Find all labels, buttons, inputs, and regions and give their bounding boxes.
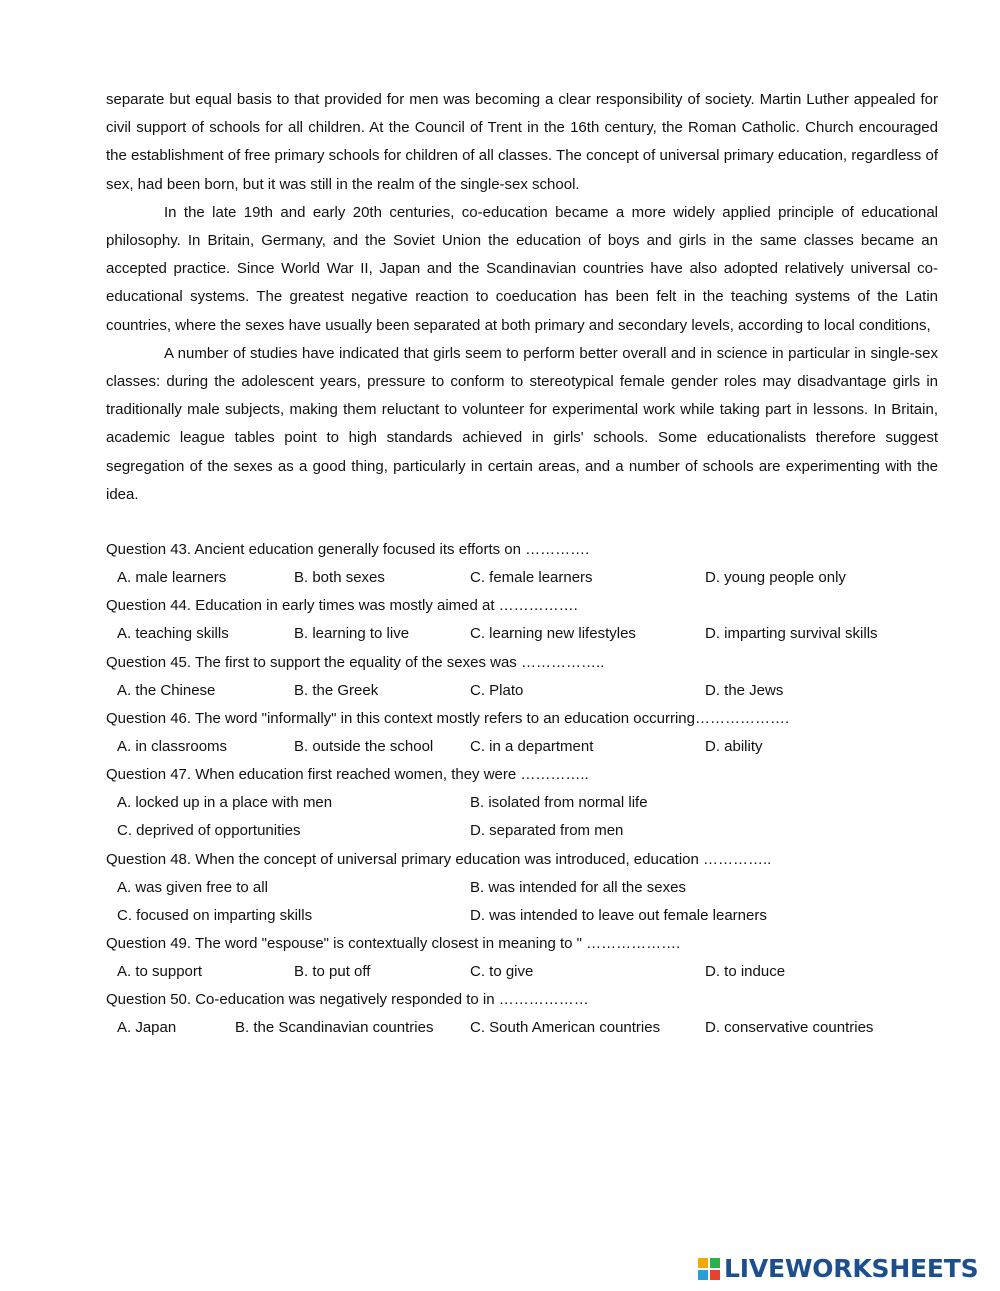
question-44-option-d[interactable]: D. imparting survival skills (705, 625, 878, 643)
question-47-options-row-1 (106, 789, 966, 817)
question-44-option-b[interactable]: B. learning to live (294, 625, 410, 643)
question-50-option-b[interactable]: B. the Scandinavian countries (235, 1019, 434, 1037)
question-48-option-a[interactable]: A. was given free to all (117, 878, 268, 896)
question-47-options-row-2 (106, 817, 966, 845)
question-43-stem: Question 43. Ancient education generally focused its efforts on …………. (106, 541, 590, 558)
question-50-stem: Question 50. Co-education was negatively responded to in ……………… (106, 991, 589, 1009)
question-46-option-b[interactable]: B. outside the school (294, 737, 434, 755)
liveworksheets-logo-icon (698, 1254, 722, 1284)
question-48-options-row-2 (106, 902, 966, 930)
question-43-option-a[interactable]: A. male learners (117, 569, 227, 587)
question-49-option-b[interactable]: B. to put off (294, 963, 371, 981)
question-43-option-c[interactable]: C. female learners (470, 569, 593, 587)
question-47-option-c[interactable]: C. deprived of opportunities (117, 822, 301, 840)
question-50-options (106, 1014, 966, 1042)
question-43-option-d[interactable]: D. young people only (705, 569, 846, 587)
question-43-option-b[interactable]: B. both sexes (294, 569, 385, 587)
question-45-options (106, 677, 966, 705)
question-43-options (106, 564, 966, 592)
question-47-option-d[interactable]: D. separated from men (470, 822, 624, 840)
liveworksheets-logo-text: LIVEWORKSHEETS (724, 1254, 979, 1283)
question-46-stem: Question 46. The word "informally" in this context mostly refers to an education occurring………………. (106, 709, 790, 727)
question-50-option-d[interactable]: D. conservative countries (705, 1019, 874, 1037)
question-list (106, 536, 966, 1043)
question-46-option-a[interactable]: A. in classrooms (117, 737, 228, 755)
question-48-option-b[interactable]: B. was intended for all the sexes (470, 878, 686, 896)
question-45-option-c[interactable]: C. Plato (470, 681, 524, 699)
question-48-options-row-1 (106, 874, 966, 902)
question-45-option-a[interactable]: A. the Chinese (117, 681, 216, 699)
passage-paragraph-1: separate but equal basis to that provided for men was becoming a clear responsibility of society. Martin Luther appealed for civil support of schools for all children. At the Council of Trent in the 16th century, the Roman Catholic. Church encouraged the establishment of free primary schools for children of all classes. The concept of universal primary education, regardless of sex, had been born, but it was still in the realm of the single-sex school. (106, 91, 938, 193)
question-47-stem: Question 47. When education first reached women, they were ………….. (106, 766, 589, 784)
question-49-option-c[interactable]: C. to give (470, 963, 534, 981)
question-44-stem: Question 44. Education in early times was mostly aimed at ……………. (106, 597, 578, 615)
passage-paragraph-3: A number of studies have indicated that girls seem to perform better overall and in science in particular in single-sex classes: during the adolescent years, pressure to conform to stereotypical female gender roles may disadvantage girls in traditionally male subjects, making them reluctant to volunteer for experimental work while taking part in lessons. In Britain, academic league tables point to high standards achieved in girls' schools. Some educationalists therefore suggest segregation of the sexes as a good thing, particularly in certain areas, and a number of schools are experimenting with the idea. (106, 344, 938, 503)
passage-paragraph-2: In the late 19th and early 20th centuries, co-education became a more widely applied principle of educational philosophy. In Britain, Germany, and the Soviet Union the education of boys and girls in the same classes became an accepted practice. Since World War II, Japan and the Scandinavian countries have also adopted relatively universal co-educational systems. The greatest negative reaction to coeducation has been felt in the teaching systems of the Latin countries, where the sexes have usually been separated at both primary and secondary levels, according to local conditions, (106, 203, 938, 334)
question-49-option-d[interactable]: D. to induce (705, 963, 786, 981)
question-49-options (106, 958, 966, 986)
question-49-option-a[interactable]: A. to support (117, 963, 203, 981)
question-47-option-a[interactable]: A. locked up in a place with men (117, 794, 333, 812)
question-44-options (106, 620, 966, 648)
liveworksheets-logo (698, 1252, 978, 1286)
reading-passage (106, 86, 938, 509)
question-49-stem: Question 49. The word "espouse" is contextually closest in meaning to " ………………. (106, 934, 681, 952)
question-44-option-c[interactable]: C. learning new lifestyles (470, 625, 636, 643)
question-46-option-d[interactable]: D. ability (705, 737, 763, 755)
question-45-option-d[interactable]: D. the Jews (705, 681, 784, 699)
question-45-option-b[interactable]: B. the Greek (294, 681, 379, 699)
question-46-options (106, 733, 966, 761)
question-50-option-c[interactable]: C. South American countries (470, 1019, 661, 1037)
question-48-option-c[interactable]: C. focused on imparting skills (117, 906, 313, 924)
question-48-option-d[interactable]: D. was intended to leave out female learners (470, 906, 767, 924)
question-44-option-a[interactable]: A. teaching skills (117, 625, 229, 643)
question-47-option-b[interactable]: B. isolated from normal life (470, 794, 648, 812)
question-46-option-c[interactable]: C. in a department (470, 737, 594, 755)
question-48-stem: Question 48. When the concept of universal primary education was introduced, education ………….. (106, 850, 772, 868)
question-45-stem: Question 45. The first to support the equality of the sexes was …………….. (106, 653, 605, 671)
question-50-option-a[interactable]: A. Japan (117, 1019, 177, 1037)
